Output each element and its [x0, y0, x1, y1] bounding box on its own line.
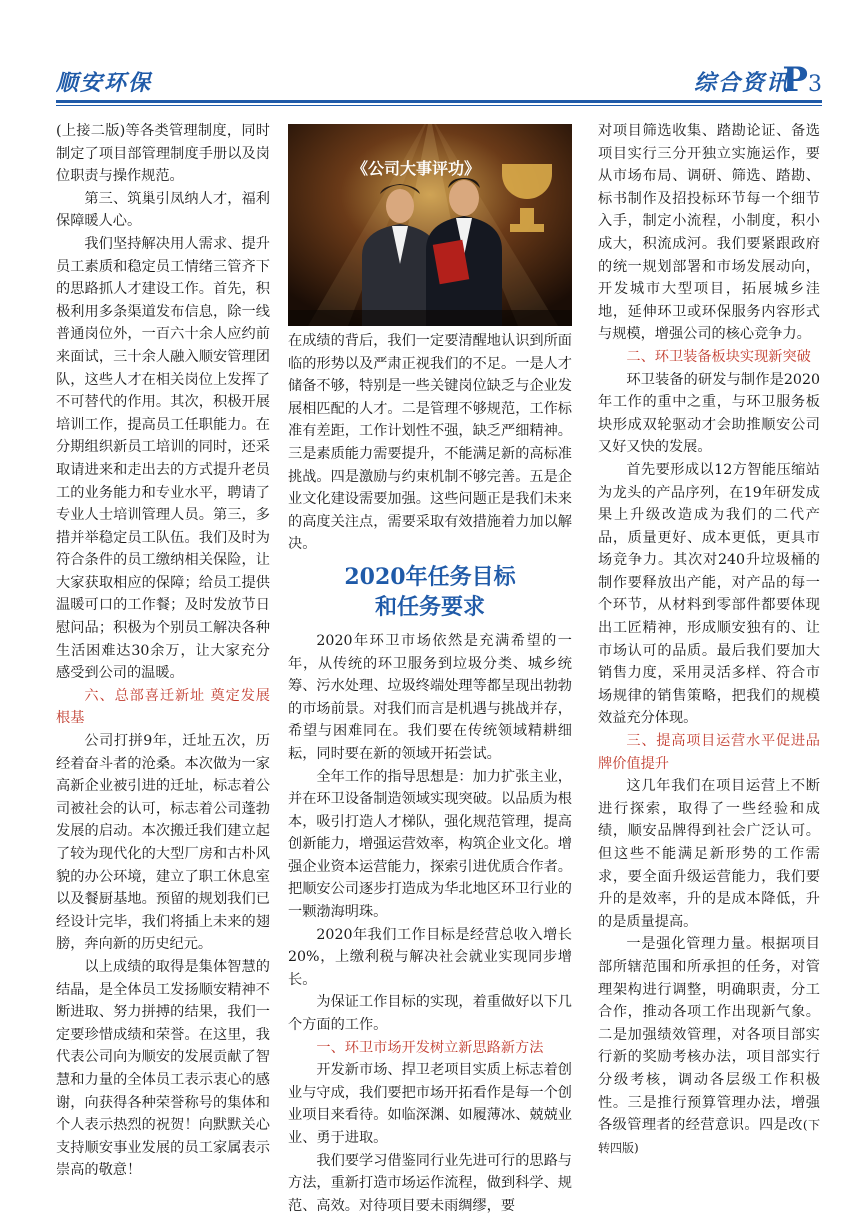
- section-heading-1: 一、环卫市场开发树立新思路新方法: [316, 1039, 544, 1056]
- award-photo: [288, 124, 572, 326]
- header-rule-thin: [56, 105, 822, 106]
- column-2: [288, 330, 572, 1217]
- page-digit: 3: [808, 72, 822, 97]
- col3-paragraph-operations: 这几年我们在项目运营上不断进行探索，取得了一些经验和成绩，顺安品牌得到社会广泛认可。但这些不能满足新形势的工作需求，要全面升级运营能力，我们要升的是效率，升的是成本降低，升的是质量提高。: [598, 778, 820, 930]
- masthead-section-title: 综合资讯: [693, 71, 790, 96]
- page-number: [782, 60, 822, 100]
- column-3: [598, 120, 820, 1159]
- col2-paragraph-shortcomings: 在成绩的背后，我们一定要清醒地认识到所面临的形势以及严肃正视我们的不足。一是人才储备不够，特别是一些关键岗位缺乏与企业发展相匹配的人才。二是管理不够规范，工作标准有差距，工作计划性不强，缺乏严细精神。三是素质能力需要提升，不能满足新的高标准挑战。四是激励与约束机制不够完善。五是企业文化建设需要加强。这些问题正是我们未来的高度关注点，需要采取有效措施着力加以解决。: [288, 333, 572, 553]
- col3-management-text: 一是强化管理力量。根据项目部所辖范围和所承担的任务，对管理架构进行调整，明确职责，分工合作，推动各项工作出现新气象。二是加强绩效管理，对各项目部实行新的奖励考核办法，项目部实行分级考核，调动各层级工作积极性。三是推行预算管理办法，增强各级管理者的经营意识。四是改: [598, 936, 820, 1134]
- section-heading-2: 二、环卫装备板块实现新突破: [626, 348, 811, 365]
- col1-paragraph-thanks: 以上成绩的取得是集体智慧的结晶，是全体员工发扬顺安精神不断进取、努力拼搏的结果，我们一定要珍惜成绩和荣誉。在这里，我代表公司向为顺安的发展贡献了智慧和力量的全体员工表示衷心的感谢，向获得各种荣誉称号的集体和个人表示热烈的祝贺！向默默关心支持顺安事业发展的员工家属表示崇高的敬意！: [56, 958, 270, 1179]
- col3-paragraph-equipment: 环卫装备的研发与制作是2020年工作的重中之重，与环卫服务板块形成双轮驱动才会助推顺安公司又好又快的发展。: [598, 371, 820, 456]
- main-heading-line-2: 和任务要求: [374, 593, 485, 620]
- col2-paragraph-learn: 我们要学习借鉴同行业先进可行的思路与方法，重新打造市场运作流程，做到科学、规范、高效。对待项目要未雨绸缪，要: [288, 1152, 572, 1214]
- masthead-left-title: 顺安环保: [56, 71, 153, 96]
- continued-on-page-4: (下转四版): [598, 1118, 820, 1155]
- col2-paragraph-new-market: 开发新市场、捍卫老项目实质上标志着创业与守成，我们要把市场开拓看作是每一个创业项目来看待。如临深渊、如履薄冰、兢兢业业、勇于进取。: [288, 1062, 572, 1146]
- col1-paragraph-3rd-point: 第三、筑巢引凤纳人才，福利保障暖人心。: [56, 190, 270, 230]
- col3-paragraph-products: 首先要形成以12方智能压缩站为龙头的产品序列，在19年研发成果上升级改造成为我们的二代产品，质量更好、成本更低，更具市场竞争力。其次对240升垃圾桶的制作要释放出产能，对产品的每一个环节，从材料到零部件都要体现出工匠精神，形成顺安独有的、让市场认可的品质。最后我们要加大销售力度，采用灵活多样、符合市场规律的销售策略，把我们的规模效益充分体现。: [598, 461, 820, 727]
- col2-paragraph-market: 2020年环卫市场依然是充满希望的一年，从传统的环卫服务到垃圾分类、城乡统筹、污水处理、垃圾终端处理等都呈现出勃勃的市场前景。对我们而言是机遇与挑战并存，希望与困难同在。我们要在传统领域精耕细耘，同时要在新的领域开拓尝试。: [288, 632, 572, 762]
- col3-paragraph-management: [598, 933, 820, 1159]
- col3-paragraph-projects: 对项目筛选收集、踏勘论证、备选项目实行三分开独立实施运作，要从市场布局、调研、筛选、踏勘、标书制作及招投标环节每一个细节入手，制定小流程，小制度，积小成大，积流成河。我们要紧跟政府的统一规划部署和市场发展动向，开发城市大型项目，拓展城乡洼地，延伸环卫或环保服务内容形式与规模，增强公司的核心竞争力。: [598, 123, 820, 343]
- award-photo-image: [288, 124, 572, 326]
- section-heading-6: 六、总部喜迁新址 奠定发展根基: [56, 687, 270, 727]
- main-heading-line-1: 2020年任务目标: [344, 563, 516, 590]
- col2-paragraph-focus: 为保证工作目标的实现，着重做好以下几个方面的工作。: [288, 994, 572, 1034]
- photo-banner-text: 《公司大事评功》: [351, 159, 481, 178]
- col1-paragraph-relocation: 公司打拼9年，迁址五次，历经着奋斗者的沧桑。本次做为一家高新企业被引进的迁址，标志着公司被社会的认可，标志着公司蓬勃发展的启动。本次搬迁我们建立起了较为现代化的大型厂房和古朴风貌的办公环境，建立了职工休息室以及餐厨基地。预留的规划我们已经设计完毕，我们将插上未来的翅膀，奔向新的历史纪元。: [56, 733, 270, 953]
- col1-paragraph-talent: 我们坚持解决用人需求、提升员工素质和稳定员工情绪三管齐下的思路抓人才建设工作。首先，积极利用多条渠道发布信息，除一线普通岗位外，一百六十余人应约前来面试，三十余人融入顺安管理团队，这些人才在相关岗位上发挥了不可替代的作用。其次，积极开展培训工作，提高员工任职能力。在分期组织新员工培训的同时，还采取请进来和走出去的方式提升老员工的业务能力和专业水平，聘请了专业人士培训管理人员。第三，多措并举稳定员工队伍。我们及时为符合条件的员工缴纳相关保险，让大家获取相应的保障；给员工提供温暖可口的工作餐；及时发放节日慰问品；积极为个别员工解决各种生活困难达30余万，让大家充分感受到公司的温暖。: [56, 235, 270, 682]
- col2-paragraph-goals: 2020年我们工作目标是经营总收入增长20%，上缴利税与解决社会就业实现同步增长。: [288, 926, 572, 988]
- column-1: [56, 120, 270, 1182]
- col1-continued-paragraph: (上接二版)等各类管理制度，同时制定了项目部管理制度手册以及岗位职责与操作规范。: [56, 123, 270, 185]
- col2-paragraph-guiding: 全年工作的指导思想是：加力扩张主业，并在环卫设备制造领域实现突破。以品质为根本，吸引打造人才梯队，强化规范管理，提高创新能力，增强运营效率，构筑企业文化。增强企业资本运营能力，探索引进优质合作者。把顺安公司逐步打造成为华北地区环卫行业的一颗渤海明珠。: [288, 768, 572, 921]
- header-rule: [56, 100, 822, 103]
- main-section-heading: [288, 562, 572, 622]
- page-letter: P: [782, 60, 808, 100]
- section-heading-3: 三、提高项目运营水平促进品牌价值提升: [598, 733, 820, 772]
